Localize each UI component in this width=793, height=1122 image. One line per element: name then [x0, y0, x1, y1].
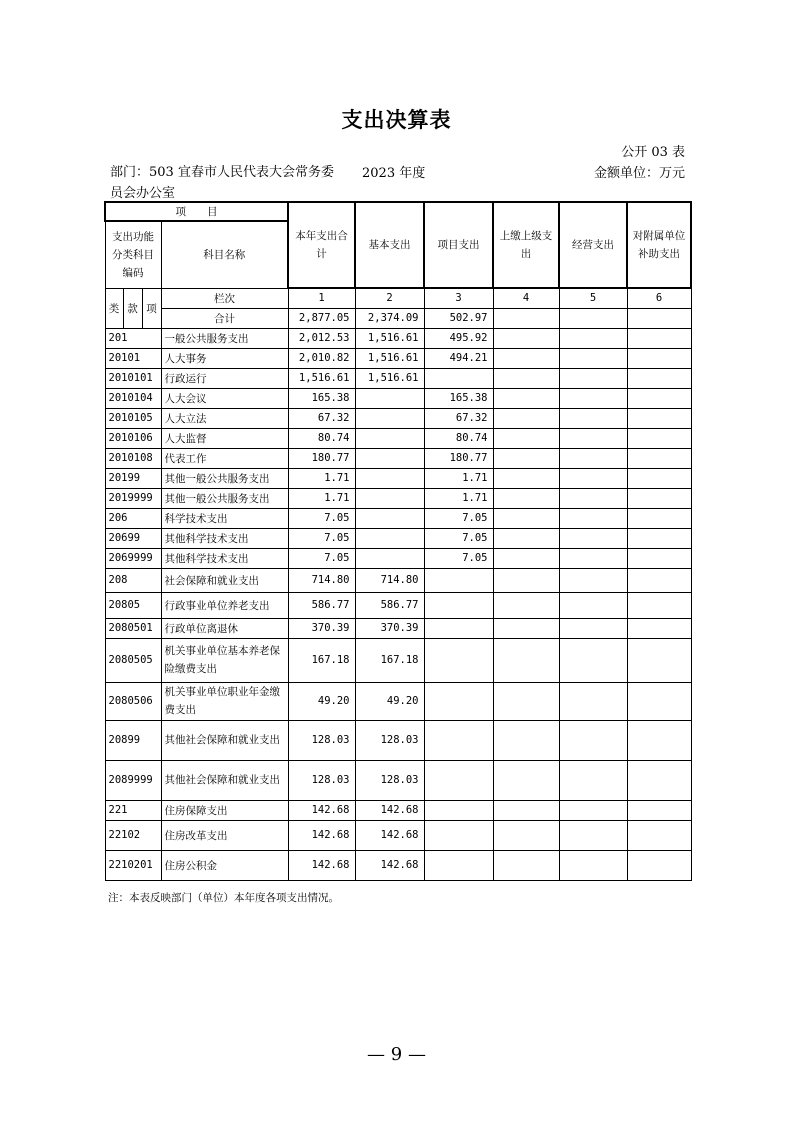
header-project: 项 目 [105, 202, 288, 221]
row-project: 1.71 [424, 488, 493, 508]
row-total: 142.68 [288, 850, 355, 880]
row-subsidiary [627, 618, 691, 638]
row-total: 2,010.82 [288, 348, 355, 368]
row-code: 221 [105, 800, 161, 820]
row-total: 180.77 [288, 448, 355, 468]
row-total: 128.03 [288, 760, 355, 800]
row-total: 1,516.61 [288, 368, 355, 388]
row-upper [493, 850, 559, 880]
row-upper [493, 592, 559, 618]
row-name: 其他社会保障和就业支出 [161, 760, 288, 800]
row-business [559, 488, 627, 508]
table-row [105, 568, 691, 592]
row-code: 2069999 [105, 548, 161, 568]
row-business [559, 348, 627, 368]
col-number-5: 5 [559, 288, 627, 308]
row-subsidiary [627, 488, 691, 508]
row-name: 其他一般公共服务支出 [161, 488, 288, 508]
row-subsidiary [627, 528, 691, 548]
row-business [559, 508, 627, 528]
header-name: 科目名称 [161, 221, 288, 288]
row-total: 1.71 [288, 468, 355, 488]
header-row-1 [105, 202, 691, 221]
row-upper [493, 468, 559, 488]
row-subsidiary [627, 568, 691, 592]
total-row [105, 308, 691, 328]
table-row [105, 368, 691, 388]
row-subsidiary [627, 348, 691, 368]
row-total: 714.80 [288, 568, 355, 592]
row-basic [355, 448, 424, 468]
row-subsidiary [627, 720, 691, 760]
row-basic: 142.68 [355, 800, 424, 820]
row-project: 7.05 [424, 548, 493, 568]
row-code: 22102 [105, 820, 161, 850]
row-basic [355, 548, 424, 568]
row-name: 人大事务 [161, 348, 288, 368]
row-business [559, 592, 627, 618]
row-total: 1.71 [288, 488, 355, 508]
row-code: 2080506 [105, 682, 161, 720]
row-subsidiary [627, 448, 691, 468]
header-kuan: 款 [123, 288, 142, 328]
page-title: 支出决算表 [341, 107, 452, 132]
total-col3: 502.97 [424, 308, 493, 328]
row-code: 208 [105, 568, 161, 592]
row-business [559, 528, 627, 548]
table-row [105, 468, 691, 488]
row-business [559, 448, 627, 468]
header-lanci: 栏次 [161, 288, 288, 308]
table-row [105, 720, 691, 760]
row-total: 7.05 [288, 508, 355, 528]
page-number: — 9 — [367, 1044, 426, 1065]
row-project [424, 618, 493, 638]
row-total: 586.77 [288, 592, 355, 618]
row-upper [493, 328, 559, 348]
row-basic: 1,516.61 [355, 368, 424, 388]
row-total: 7.05 [288, 528, 355, 548]
total-col2: 2,374.09 [355, 308, 424, 328]
row-name: 一般公共服务支出 [161, 328, 288, 348]
row-code: 2080505 [105, 638, 161, 682]
row-name: 住房公积金 [161, 850, 288, 880]
row-subsidiary [627, 820, 691, 850]
row-business [559, 618, 627, 638]
row-subsidiary [627, 408, 691, 428]
table-row [105, 548, 691, 568]
row-business [559, 720, 627, 760]
row-basic [355, 488, 424, 508]
header-col4: 上缴上级支出 [493, 202, 559, 288]
row-name: 科学技术支出 [161, 508, 288, 528]
total-col1: 2,877.05 [288, 308, 355, 328]
row-code: 2010105 [105, 408, 161, 428]
row-name: 住房保障支出 [161, 800, 288, 820]
row-subsidiary [627, 548, 691, 568]
row-subsidiary [627, 760, 691, 800]
row-subsidiary [627, 328, 691, 348]
table-row [105, 682, 691, 720]
row-basic: 1,516.61 [355, 348, 424, 368]
row-upper [493, 638, 559, 682]
total-col4 [493, 308, 559, 328]
row-project [424, 368, 493, 388]
header-col1: 本年支出合计 [288, 202, 355, 288]
row-business [559, 428, 627, 448]
row-subsidiary [627, 388, 691, 408]
row-name: 其他科学技术支出 [161, 528, 288, 548]
table-row [105, 488, 691, 508]
row-total: 165.38 [288, 388, 355, 408]
fiscal-year: 2023 年度 [362, 166, 426, 181]
row-subsidiary [627, 682, 691, 720]
row-project: 80.74 [424, 428, 493, 448]
row-basic [355, 508, 424, 528]
table-row [105, 850, 691, 880]
row-upper [493, 720, 559, 760]
row-project [424, 638, 493, 682]
row-basic: 167.18 [355, 638, 424, 682]
col-number-6: 6 [627, 288, 691, 308]
row-basic: 142.68 [355, 820, 424, 850]
col-number-1: 1 [288, 288, 355, 308]
row-total: 2,012.53 [288, 328, 355, 348]
row-code: 2019999 [105, 488, 161, 508]
row-basic: 1,516.61 [355, 328, 424, 348]
total-col5 [559, 308, 627, 328]
header-col6: 对附属单位补助支出 [627, 202, 691, 288]
row-code: 2010101 [105, 368, 161, 388]
row-subsidiary [627, 468, 691, 488]
row-basic [355, 468, 424, 488]
row-name: 人大监督 [161, 428, 288, 448]
table-row [105, 760, 691, 800]
header-row-3 [105, 288, 691, 308]
row-project [424, 800, 493, 820]
row-upper [493, 800, 559, 820]
row-business [559, 328, 627, 348]
row-code: 2210201 [105, 850, 161, 880]
row-subsidiary [627, 368, 691, 388]
row-name: 人大立法 [161, 408, 288, 428]
row-total: 7.05 [288, 548, 355, 568]
row-upper [493, 682, 559, 720]
col-number-2: 2 [355, 288, 424, 308]
header-col2: 基本支出 [355, 202, 424, 288]
row-name: 其他社会保障和就业支出 [161, 720, 288, 760]
table-row [105, 592, 691, 618]
row-name: 人大会议 [161, 388, 288, 408]
table-row [105, 618, 691, 638]
row-project [424, 820, 493, 850]
row-project: 494.21 [424, 348, 493, 368]
table-row [105, 638, 691, 682]
row-basic: 128.03 [355, 760, 424, 800]
row-business [559, 408, 627, 428]
row-project [424, 682, 493, 720]
row-total: 49.20 [288, 682, 355, 720]
total-label: 合计 [161, 308, 288, 328]
row-business [559, 682, 627, 720]
row-project: 7.05 [424, 528, 493, 548]
row-name: 行政单位离退休 [161, 618, 288, 638]
col-number-4: 4 [493, 288, 559, 308]
row-subsidiary [627, 800, 691, 820]
row-basic: 370.39 [355, 618, 424, 638]
row-code: 2080501 [105, 618, 161, 638]
row-upper [493, 548, 559, 568]
row-upper [493, 348, 559, 368]
row-project [424, 568, 493, 592]
header-col5: 经营支出 [559, 202, 627, 288]
row-upper [493, 408, 559, 428]
row-code: 2089999 [105, 760, 161, 800]
header-col3: 项目支出 [424, 202, 493, 288]
row-upper [493, 368, 559, 388]
row-upper [493, 508, 559, 528]
row-name: 机关事业单位职业年金缴费支出 [161, 682, 288, 720]
table-row [105, 388, 691, 408]
row-subsidiary [627, 592, 691, 618]
table-row [105, 528, 691, 548]
expenditure-table [104, 201, 692, 881]
row-project: 7.05 [424, 508, 493, 528]
row-code: 20699 [105, 528, 161, 548]
row-business [559, 638, 627, 682]
row-business [559, 760, 627, 800]
row-total: 167.18 [288, 638, 355, 682]
table-row [105, 408, 691, 428]
row-code: 206 [105, 508, 161, 528]
row-code: 20101 [105, 348, 161, 368]
row-total: 80.74 [288, 428, 355, 448]
row-name: 机关事业单位基本养老保险缴费支出 [161, 638, 288, 682]
row-project: 180.77 [424, 448, 493, 468]
row-code: 20899 [105, 720, 161, 760]
table-row [105, 328, 691, 348]
row-project [424, 850, 493, 880]
row-project: 495.92 [424, 328, 493, 348]
department-label: 部门：503 宜春市人民代表大会常务委员会办公室 [110, 165, 334, 201]
total-col6 [627, 308, 691, 328]
table-row [105, 508, 691, 528]
row-code: 20805 [105, 592, 161, 618]
row-basic: 586.77 [355, 592, 424, 618]
header-xiang: 项 [142, 288, 161, 328]
row-business [559, 388, 627, 408]
amount-unit: 金额单位：万元 [593, 166, 685, 181]
row-total: 370.39 [288, 618, 355, 638]
row-subsidiary [627, 850, 691, 880]
row-code: 2010104 [105, 388, 161, 408]
table-row [105, 800, 691, 820]
table-row [105, 448, 691, 468]
row-project: 67.32 [424, 408, 493, 428]
row-name: 社会保障和就业支出 [161, 568, 288, 592]
row-code: 2010106 [105, 428, 161, 448]
row-code: 201 [105, 328, 161, 348]
row-name: 行政运行 [161, 368, 288, 388]
row-business [559, 568, 627, 592]
row-basic: 128.03 [355, 720, 424, 760]
row-basic: 49.20 [355, 682, 424, 720]
row-basic [355, 388, 424, 408]
row-basic [355, 428, 424, 448]
footnote: 注：本表反映部门（单位）本年度各项支出情况。 [108, 892, 339, 904]
row-total: 67.32 [288, 408, 355, 428]
row-project: 165.38 [424, 388, 493, 408]
row-upper [493, 528, 559, 548]
row-upper [493, 428, 559, 448]
row-subsidiary [627, 508, 691, 528]
header-lei: 类 [105, 288, 123, 328]
row-name: 行政事业单位养老支出 [161, 592, 288, 618]
row-basic: 714.80 [355, 568, 424, 592]
table-row [105, 820, 691, 850]
row-project [424, 592, 493, 618]
row-name: 代表工作 [161, 448, 288, 468]
row-total: 142.68 [288, 820, 355, 850]
row-business [559, 820, 627, 850]
row-code: 2010108 [105, 448, 161, 468]
header-code-group: 支出功能分类科目编码 [105, 221, 161, 288]
row-upper [493, 488, 559, 508]
row-basic [355, 408, 424, 428]
row-subsidiary [627, 428, 691, 448]
row-business [559, 548, 627, 568]
row-total: 128.03 [288, 720, 355, 760]
row-business [559, 800, 627, 820]
row-project [424, 760, 493, 800]
row-name: 其他科学技术支出 [161, 548, 288, 568]
row-upper [493, 568, 559, 592]
row-name: 其他一般公共服务支出 [161, 468, 288, 488]
row-project: 1.71 [424, 468, 493, 488]
table-row [105, 348, 691, 368]
row-project [424, 720, 493, 760]
row-subsidiary [627, 638, 691, 682]
row-business [559, 468, 627, 488]
row-business [559, 850, 627, 880]
form-code: 公开 03 表 [621, 145, 685, 160]
row-upper [493, 820, 559, 850]
table-row [105, 428, 691, 448]
row-business [559, 368, 627, 388]
row-upper [493, 448, 559, 468]
row-upper [493, 388, 559, 408]
row-upper [493, 618, 559, 638]
row-code: 20199 [105, 468, 161, 488]
col-number-3: 3 [424, 288, 493, 308]
row-basic [355, 528, 424, 548]
row-total: 142.68 [288, 800, 355, 820]
row-basic: 142.68 [355, 850, 424, 880]
row-name: 住房改革支出 [161, 820, 288, 850]
row-upper [493, 760, 559, 800]
